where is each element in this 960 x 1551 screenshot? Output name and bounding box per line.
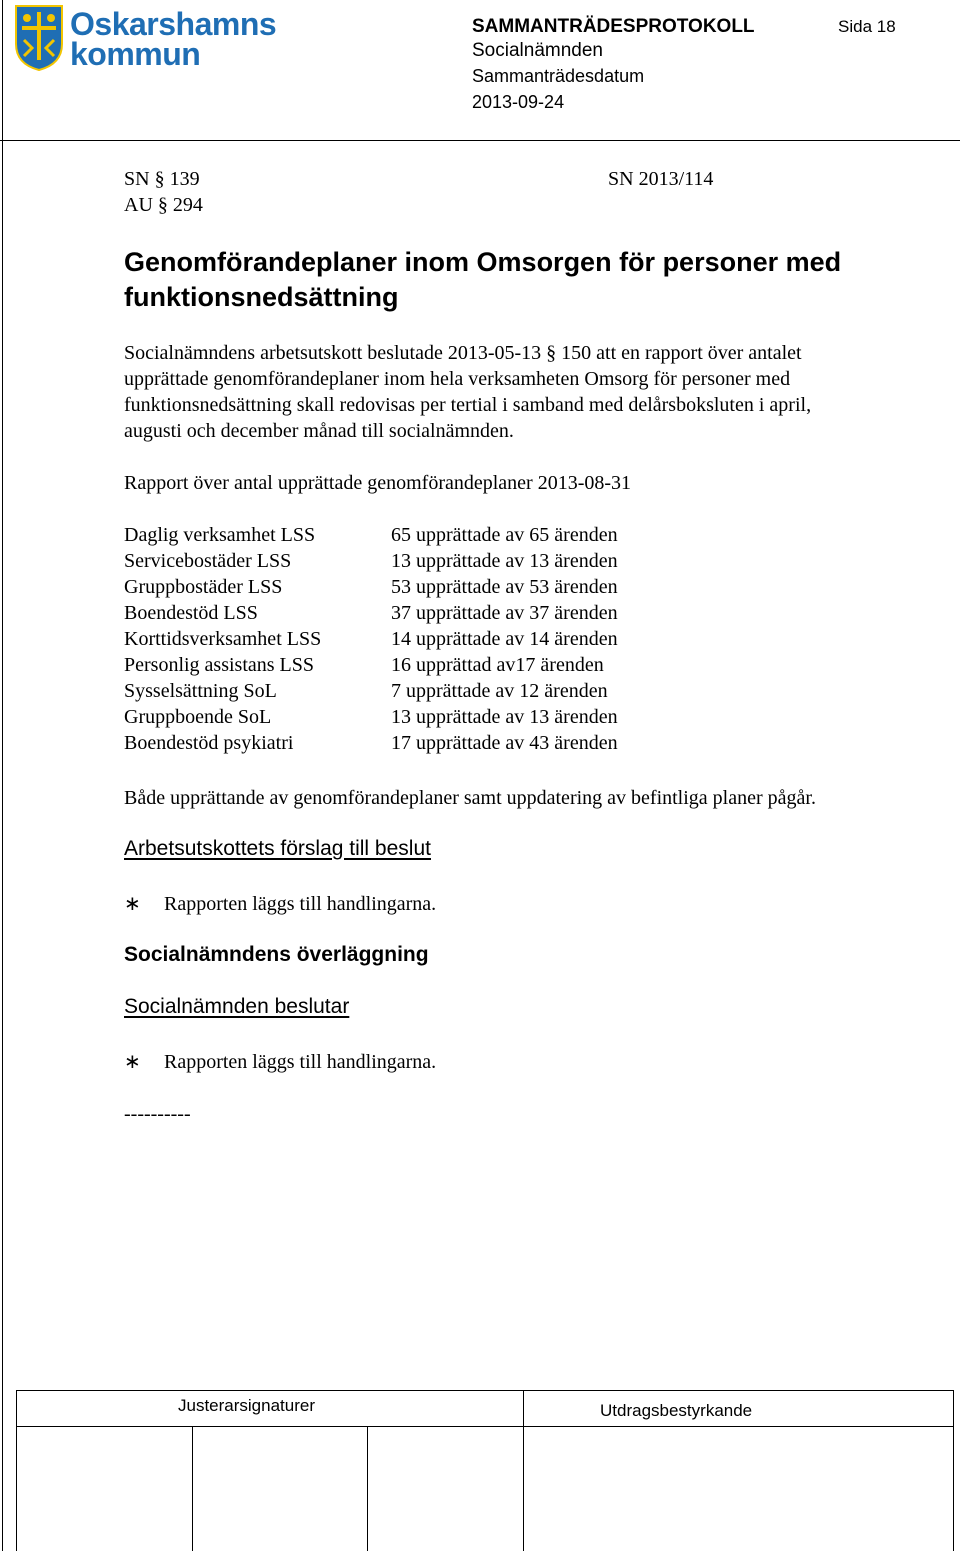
unit-cell: Boendestöd psykiatri (124, 732, 294, 754)
summary-text: Både upprättande av genomförandeplaner samt uppdatering av befintliga planer pågår. (124, 787, 816, 809)
value-cell: 17 upprättade av 43 ärenden (391, 732, 618, 754)
case-reference: SN 2013/114 (608, 168, 714, 190)
value-cell: 13 upprättade av 13 ärenden (391, 706, 618, 728)
section-number: SN § 139 (124, 168, 200, 190)
unit-cell: Daglig verksamhet LSS (124, 524, 316, 546)
meeting-date: 2013-09-24 (472, 92, 565, 112)
decision-bullet: ∗ (124, 1051, 141, 1073)
certification-label: Utdragsbestyrkande (600, 1401, 753, 1420)
footer-divider-3 (523, 1390, 524, 1551)
municipality-logo (14, 4, 277, 74)
unit-cell: Korttidsverksamhet LSS (124, 628, 322, 650)
table-row (124, 730, 684, 756)
value-cell: 65 upprättade av 65 ärenden (391, 524, 618, 546)
proposal-heading: Arbetsutskottets förslag till beslut (124, 837, 431, 860)
committee-section-number: AU § 294 (124, 194, 203, 216)
deliberation-heading: Socialnämndens överläggning (124, 943, 429, 966)
value-cell: 16 upprättad av17 ärenden (391, 654, 604, 676)
page-title-line2: funktionsnedsättning (124, 282, 399, 312)
end-separator: ---------- (124, 1103, 191, 1125)
logo-text-line2: kommun (70, 36, 201, 72)
footer-divider-2 (367, 1426, 368, 1551)
coat-of-arms-icon (14, 4, 64, 72)
board-name: Socialnämnden (472, 40, 603, 61)
table-row (124, 522, 684, 548)
page-title-line1: Genomförandeplaner inom Omsorgen för personer med (124, 247, 842, 277)
signatures-label: Justerarsignaturer (178, 1396, 316, 1415)
table-row (124, 652, 684, 678)
footer-divider-1 (192, 1426, 193, 1551)
report-table (124, 522, 684, 756)
value-cell: 37 upprättade av 37 ärenden (391, 602, 618, 624)
table-row (124, 678, 684, 704)
unit-cell: Servicebostäder LSS (124, 550, 292, 572)
intro-paragraph (124, 340, 811, 444)
table-row (124, 704, 684, 730)
unit-cell: Boendestöd LSS (124, 602, 258, 624)
protocol-title: SAMMANTRÄDESPROTOKOLL (472, 16, 755, 37)
unit-cell: Personlig assistans LSS (124, 654, 315, 676)
header-divider (0, 140, 960, 141)
intro-line: upprättade genomförandeplaner inom hela verksamheten Omsorg för personer med (124, 368, 791, 390)
intro-line: funktionsnedsättning skall redovisas per tertial i samband med delårsboksluten i april, (124, 394, 812, 416)
value-cell: 53 upprättade av 53 ärenden (391, 576, 618, 598)
value-cell: 13 upprättade av 13 ärenden (391, 550, 618, 572)
unit-cell: Gruppbostäder LSS (124, 576, 283, 598)
table-row (124, 626, 684, 652)
decision-item: Rapporten läggs till handlingarna. (164, 1051, 437, 1073)
decision-heading: Socialnämnden beslutar (124, 995, 350, 1018)
proposal-bullet: ∗ (124, 893, 141, 915)
footer-left-line (16, 1390, 17, 1551)
page-number: Sida 18 (838, 17, 896, 36)
proposal-item: Rapporten läggs till handlingarna. (164, 893, 437, 915)
table-row (124, 600, 684, 626)
footer-right-line (953, 1390, 954, 1551)
table-row (124, 548, 684, 574)
report-heading: Rapport över antal upprättade genomförandeplaner 2013-08-31 (124, 472, 632, 494)
intro-line: augusti och december månad till socialnämnden. (124, 420, 514, 442)
footer-top-line (16, 1390, 954, 1391)
table-row (124, 574, 684, 600)
meeting-date-label: Sammanträdesdatum (472, 66, 645, 86)
intro-line: Socialnämndens arbetsutskott beslutade 2013-05-13 § 150 att en rapport över antalet (124, 342, 802, 364)
logo-text-line1: Oskarshamns (70, 6, 277, 42)
value-cell: 7 upprättade av 12 ärenden (391, 680, 608, 702)
footer-mid-line (16, 1426, 954, 1427)
unit-cell: Sysselsättning SoL (124, 680, 277, 702)
unit-cell: Gruppboende SoL (124, 706, 272, 728)
left-margin-line (2, 0, 3, 1551)
value-cell: 14 upprättade av 14 ärenden (391, 628, 618, 650)
